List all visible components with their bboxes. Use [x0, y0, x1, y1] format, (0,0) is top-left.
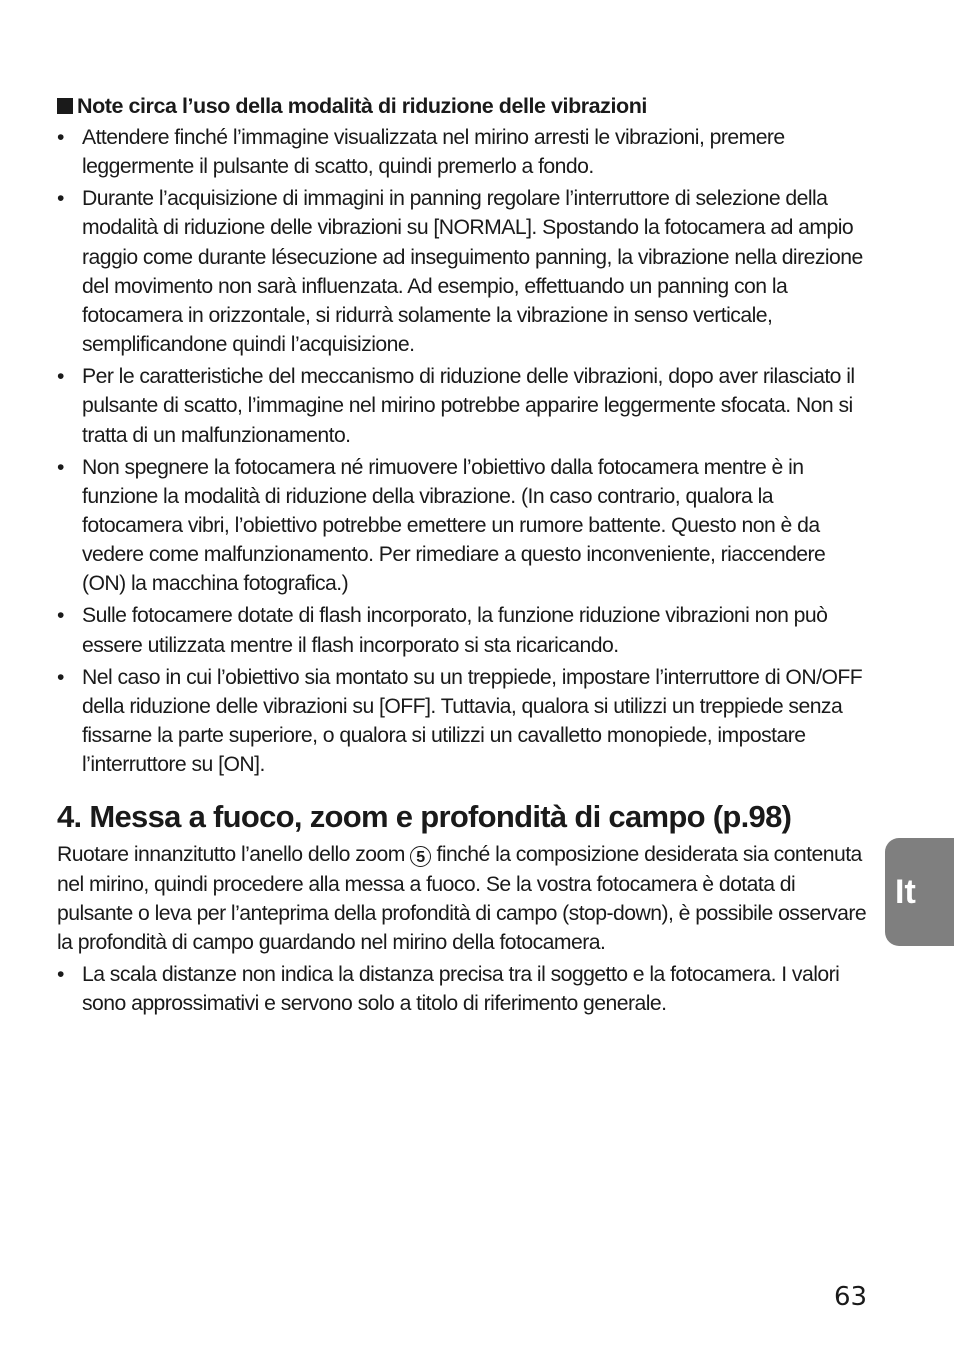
bullet-icon: •: [57, 126, 64, 149]
list-item-text: Per le caratteristiche del meccanismo di riduzione delle vibrazioni, dopo aver rilasciato il pulsante di scatto, l’immagine nel mirino potrebbe apparire leggermente sfocata. Non si tratta di un malfunzionamento.: [82, 365, 855, 447]
list-item-text: Sulle fotocamere dotate di flash incorporato, la funzione riduzione vibrazioni non può essere utilizzata mentre il flash incorporato si sta ricaricando.: [82, 604, 828, 657]
bullet-icon: •: [57, 455, 64, 479]
page-number: 63: [834, 1282, 868, 1312]
list-item-text: Nel caso in cui l’obiettivo sia montato su un treppiede, impostare l’interruttore di ON/OFF della riduzione delle vibrazioni su [OFF]. Tuttavia, qualora si utilizzi un treppiede senza fissarne la parte superiore, o qualora si utilizzi un cavalletto monopiede, impostare l’interruttore su [ON].: [82, 665, 863, 777]
paragraph-text-end: finché la composizione desiderata sia contenuta nel mirino, quindi procedere alla messa a fuoco. Se la vostra fotocamera è dotata di pulsante o leva per l’anteprima della profondità di campo (stop-down), è possibile osservare la profondità di campo guardando nel mirino della fotocamera.: [57, 843, 867, 955]
language-tab: It: [885, 838, 954, 946]
bullet-icon: •: [57, 187, 64, 211]
focus-notes-list: [57, 960, 869, 1018]
list-item: [57, 663, 869, 780]
list-item: [57, 960, 869, 1018]
circled-number-icon: 5: [410, 846, 431, 867]
square-bullet-icon: [57, 98, 73, 114]
section-heading: [57, 92, 869, 121]
list-item-text: Attendere finché l’immagine visualizzata nel mirino arresti le vibrazioni, premere leggermente il pulsante di scatto, quindi premerlo a fondo.: [82, 126, 785, 179]
page-content: [57, 92, 869, 1021]
list-item: [57, 601, 869, 659]
list-item-text: Non spegnere la fotocamera né rimuovere l’obiettivo dalla fotocamera mentre è in funzione la modalità di riduzione della vibrazione. (In caso contrario, qualora la fotocamera vibri, l’obiettivo potrebbe emettere un rumore battente. Questo non è da vedere come malfunzionamento. Per rimediare a questo inconveniente, riaccendere (ON) la macchina fotografica.): [82, 455, 826, 596]
list-item: [57, 184, 869, 359]
paragraph-text-start: Ruotare innanzitutto l’anello dello zoom: [57, 843, 411, 867]
bullet-icon: •: [57, 604, 64, 628]
list-item-text: La scala distanze non indica la distanza precisa tra il soggetto e la fotocamera. I valori sono approssimativi e servono solo a titolo di riferimento generale.: [82, 963, 840, 1016]
bullet-icon: •: [57, 963, 64, 987]
bullet-icon: •: [57, 665, 64, 689]
list-item: [57, 362, 869, 450]
section-heading-text: Note circa l’uso della modalità di riduzione delle vibrazioni: [77, 94, 647, 118]
vibration-notes-list: [57, 123, 869, 779]
list-item: [57, 123, 869, 181]
bullet-icon: •: [57, 365, 64, 389]
list-item: [57, 453, 869, 599]
list-item-text: Durante l’acquisizione di immagini in panning regolare l’interruttore di selezione della modalità di riduzione delle vibrazioni su [NORMAL]. Spostando la fotocamera ad ampio raggio come durante lésecuzione ad inseguimento panning, la vibrazione nella direzione del movimento non sarà influenzata. Ad esempio, effettuando un panning con la fotocamera in orizzontale, si ridurrà solamente la vibrazione in senso verticale, semplificandone quindi l’acquisizione.: [82, 187, 863, 357]
chapter-paragraph: [57, 840, 869, 957]
chapter-heading: 4. Messa a fuoco, zoom e profondità di campo (p.98): [57, 799, 792, 835]
